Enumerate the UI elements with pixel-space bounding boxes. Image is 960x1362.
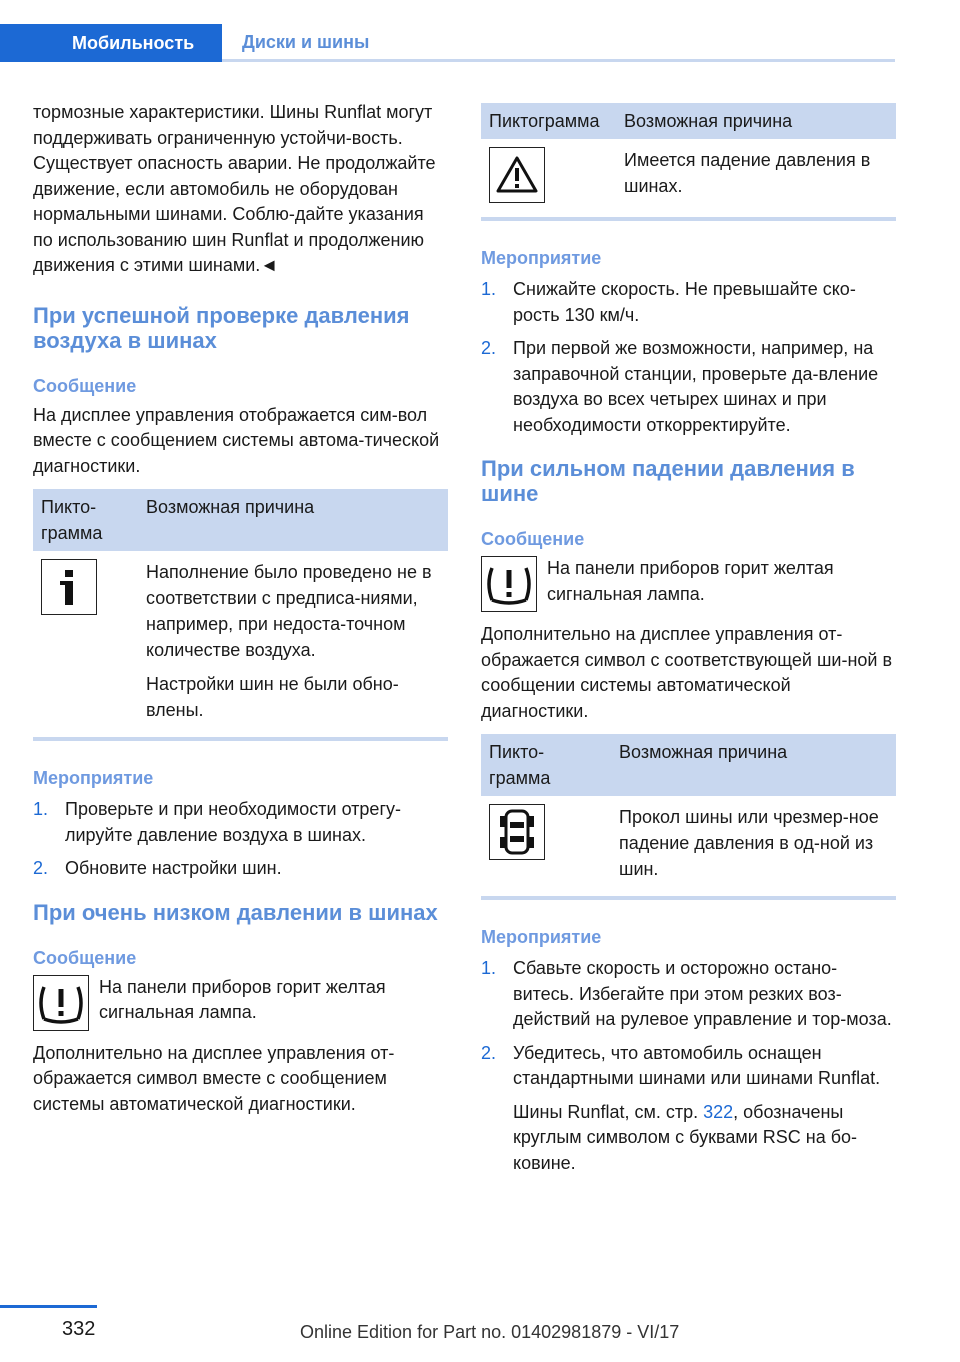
tire-pressure-warning-icon bbox=[481, 556, 537, 612]
footer-line bbox=[0, 1305, 97, 1308]
table-cell-icon bbox=[33, 551, 138, 731]
table-header-cause: Возможная причина bbox=[138, 489, 448, 551]
table-header-pictogram: Пикто‐грамма bbox=[481, 734, 611, 796]
section-tab[interactable]: Мобильность bbox=[0, 24, 222, 62]
page-link[interactable]: 322 bbox=[703, 1101, 734, 1122]
left-column bbox=[33, 100, 448, 1125]
page-number: 332 bbox=[62, 1318, 96, 1340]
measures-list bbox=[33, 797, 448, 882]
pictogram-table bbox=[33, 489, 448, 731]
table-cell-cause: Прокол шины или чрезмер‐ное падение давления в од‐ной из шин. bbox=[619, 807, 879, 879]
heading-strong-pressure-loss: При сильном падении давления в шине bbox=[481, 456, 855, 506]
table-header-pictogram: Пиктограмма bbox=[481, 103, 616, 139]
table-cell-icon bbox=[481, 139, 616, 211]
tire-pressure-warning-icon bbox=[33, 975, 89, 1031]
right-column bbox=[481, 100, 896, 1184]
measures-label: Мероприятие bbox=[481, 927, 602, 947]
warning-lamp-row bbox=[33, 975, 448, 1031]
heading-very-low-pressure: При очень низком давлении в шинах bbox=[33, 899, 438, 925]
table-divider bbox=[481, 217, 896, 221]
pictogram-table-bottom bbox=[481, 734, 896, 890]
cause-text-2: Настройки шин не были обно‐влены. bbox=[146, 674, 399, 720]
message2-label: Сообщение bbox=[33, 947, 137, 968]
table-cell-icon bbox=[481, 796, 611, 890]
measures-label: Мероприятие bbox=[33, 768, 154, 788]
intro-paragraph: тормозные характеристики. Шины Runflat могут поддерживать ограниченную устойчи‐вость. Существует опасность аварии. Не продолжайте движение, если автомобиль не оборудован нормальными шинами. Соблю‐дайте указания по использованию шин Runflat и продолжению движения с этими шинами.◄ bbox=[33, 102, 436, 275]
list-item: 2. Убедитесь, что автомобиль оснащен стандартными шинами или шинами Runflat. Шины Runflat, см. стр. 322, обозначены круглым символом с буквами RSC на бо‐ковине. bbox=[481, 1041, 896, 1177]
table-header-pictogram: Пикто‐грамма bbox=[33, 489, 138, 551]
runflat-note: Шины Runflat, см. стр. 322, обозначены круглым символом с буквами RSC на бо‐ковине. bbox=[513, 1101, 858, 1173]
pictogram-table-top bbox=[481, 103, 896, 211]
chapter-tab[interactable]: Диски и шины bbox=[222, 24, 895, 62]
edition-text: Online Edition for Part no. 01402981879 - VI/17 bbox=[300, 1322, 680, 1342]
list-item: 2. Обновите настройки шин. bbox=[33, 858, 282, 878]
table-cell-cause bbox=[138, 551, 448, 731]
message-label: Сообщение bbox=[33, 375, 137, 396]
cause-text-1: Наполнение было проведено не в соответствии с предписа‐ниями, например, при недоста‐точном количестве воздуха. bbox=[146, 562, 432, 660]
extra-text: Дополнительно на дисплее управления от‐ображается символ с соответствующей ши‐ной в сообщении системы автоматической диагностики. bbox=[481, 624, 893, 721]
table-cell-cause: Имеется падение давления в шинах. bbox=[624, 150, 871, 196]
table-divider bbox=[33, 737, 448, 741]
message-text: На дисплее управления отображается сим‐вол вместе с сообщением системы автома‐тической диагностики. bbox=[33, 404, 440, 476]
table-divider bbox=[481, 896, 896, 900]
lamp-text: На панели приборов горит желтая сигнальная лампа. bbox=[547, 558, 834, 604]
measures-list bbox=[481, 956, 896, 1176]
list-item: 2. При первой же возможности, например, на заправочной станции, проверьте да‐вление воздуха во всех четырех шинах и при необходимости откорректируйте. bbox=[481, 338, 879, 435]
measures-list bbox=[481, 277, 896, 438]
warning-triangle-icon bbox=[489, 147, 545, 203]
lamp-text: На панели приборов горит желтая сигнальная лампа. bbox=[99, 976, 386, 1022]
info-icon bbox=[41, 559, 97, 615]
car-tire-icon bbox=[489, 804, 545, 860]
list-item: 1. Проверьте и при необходимости отрегу‐лируйте давление воздуха в шинах. bbox=[33, 799, 402, 845]
extra-text: Дополнительно на дисплее управления от‐ображается символ вместе с сообщением системы автоматической диагностики. bbox=[33, 1042, 395, 1114]
message-label: Сообщение bbox=[481, 529, 585, 549]
heading-successful-check: При успешной проверке давления воздуха в шинах bbox=[33, 302, 410, 353]
page-header bbox=[0, 24, 895, 62]
table-header-cause: Возможная причина bbox=[616, 103, 896, 139]
list-item: 1. Сбавьте скорость и осторожно остано‐витесь. Избегайте при этом резких воз‐действий на рулевое управление и тор‐моза. bbox=[481, 958, 892, 1029]
warning-lamp-row bbox=[481, 556, 896, 612]
list-item: 1. Снижайте скорость. Не превышайте ско‐рость 130 км/ч. bbox=[481, 279, 856, 325]
measures-label: Мероприятие bbox=[481, 248, 602, 268]
table-header-cause: Возможная причина bbox=[611, 734, 896, 796]
